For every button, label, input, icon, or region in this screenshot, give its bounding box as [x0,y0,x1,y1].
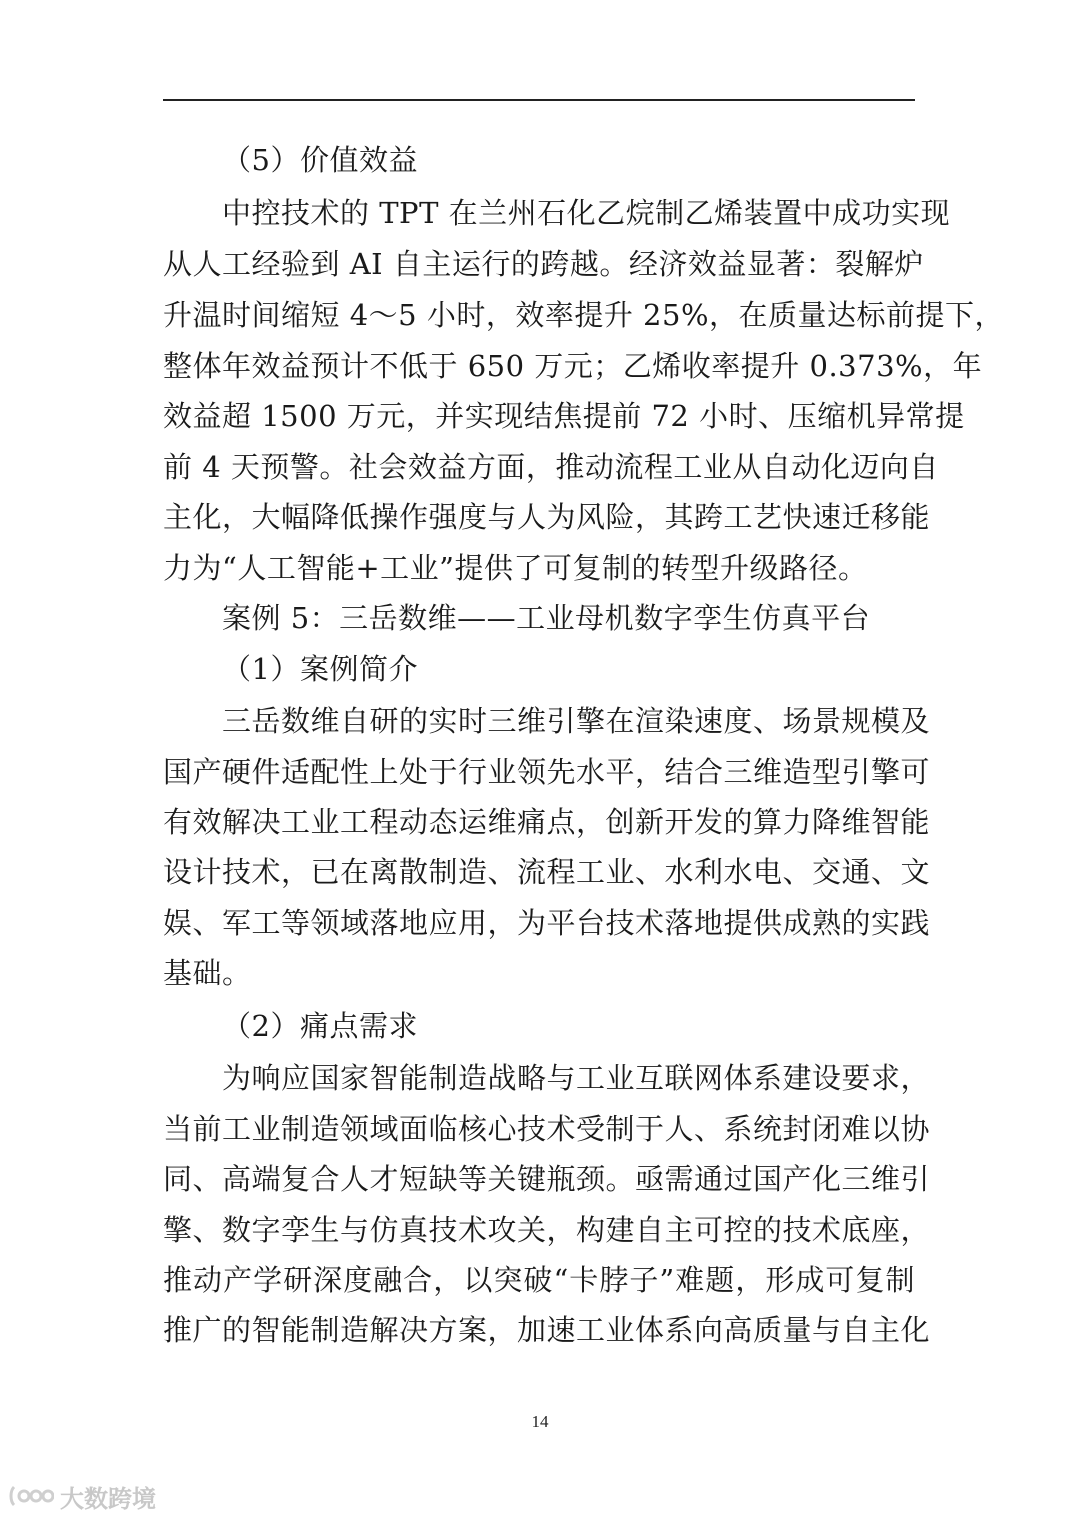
heading-value-benefits: （5）价值效益 [222,143,418,177]
paragraph-line: 当前工业制造领域面临核心技术受制于人、系统封闭难以协 [163,1112,931,1146]
paragraph-line: 有效解决工业工程动态运维痛点，创新开发的算力降维智能 [163,805,931,839]
paragraph-line: 升温时间缩短 4～5 小时，效率提升 25%，在质量达标前提下， [163,298,1005,332]
heading-case-intro: （1）案例简介 [222,652,418,686]
watermark-logo-icon [8,1481,54,1511]
paragraph-line: 基础。 [163,956,252,990]
watermark [8,1476,156,1516]
paragraph-line: 为响应国家智能制造战略与工业互联网体系建设要求， [222,1061,931,1095]
paragraph-line: 三岳数维自研的实时三维引擎在渲染速度、场景规模及 [222,704,931,738]
case-title: 案例 5：三岳数维——工业母机数字孪生仿真平台 [222,601,871,635]
header-rule [163,99,915,101]
paragraph-line: 同、高端复合人才短缺等关键瓶颈。亟需通过国产化三维引 [163,1162,931,1196]
paragraph-line: 从人工经验到 AI 自主运行的跨越。经济效益显著：裂解炉 [163,247,924,281]
paragraph-line: 前 4 天预警。社会效益方面，推动流程工业从自动化迈向自 [163,450,939,484]
paragraph-line: 中控技术的 TPT 在兰州石化乙烷制乙烯装置中成功实现 [222,196,951,230]
paragraph-line: 主化，大幅降低操作强度与人为风险，其跨工艺快速迁移能 [163,500,931,534]
paragraph-line: 推动产学研深度融合，以突破“卡脖子”难题，形成可复制 [163,1263,915,1297]
paragraph-line: 整体年效益预计不低于 650 万元；乙烯收率提升 0.373%，年 [163,349,983,383]
paragraph-line: 擎、数字孪生与仿真技术攻关，构建自主可控的技术底座， [163,1213,931,1247]
paragraph-line: 设计技术，已在离散制造、流程工业、水利水电、交通、文 [163,855,931,889]
paragraph-line: 效益超 1500 万元，并实现结焦提前 72 小时、压缩机异常提 [163,399,965,433]
page-number: 14 [531,1412,549,1431]
heading-pain-points: （2）痛点需求 [222,1009,418,1043]
watermark-text: 大数跨境 [60,1484,156,1513]
paragraph-line: 娱、军工等领域落地应用，为平台技术落地提供成熟的实践 [163,906,931,940]
paragraph-line: 推广的智能制造解决方案，加速工业体系向高质量与自主化 [163,1313,931,1347]
paragraph-line: 国产硬件适配性上处于行业领先水平，结合三维造型引擎可 [163,755,931,789]
paragraph-line: 力为“人工智能+工业”提供了可复制的转型升级路径。 [163,551,868,585]
